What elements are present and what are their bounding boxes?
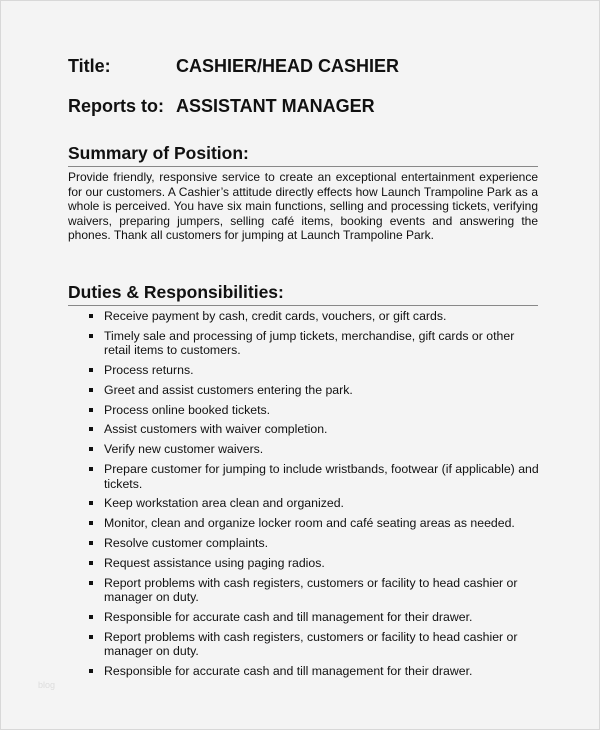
list-item	[68, 576, 540, 605]
duty-text: Resolve customer complaints.	[104, 535, 269, 550]
bullet-icon	[89, 635, 93, 639]
list-item	[68, 329, 540, 358]
list-item	[68, 664, 540, 679]
duty-text: Timely sale and processing of jump tickets, merchandise, gift cards or other retail items to customers.	[104, 328, 515, 358]
duties-heading: Duties & Responsibilities:	[68, 282, 538, 306]
list-item	[68, 630, 540, 659]
watermark: blog	[38, 680, 56, 690]
list-item	[68, 309, 540, 324]
duty-text: Keep workstation area clean and organized.	[104, 496, 344, 511]
bullet-icon	[89, 368, 93, 372]
duty-text: Assist customers with waiver completion.	[104, 422, 328, 437]
reports-row	[68, 96, 375, 117]
title-label: Title:	[68, 56, 111, 76]
duty-text: Request assistance using paging radios.	[104, 555, 325, 570]
title-row	[68, 56, 400, 77]
reports-label: Reports to:	[68, 96, 164, 116]
bullet-icon	[89, 447, 93, 451]
duty-text: Report problems with cash registers, customers or facility to head cashier or manager on duty.	[104, 575, 518, 605]
duty-text: Greet and assist customers entering the park.	[104, 382, 353, 397]
duty-text: Prepare customer for jumping to include wristbands, footwear (if applicable) and tickets.	[104, 462, 539, 491]
list-item	[68, 516, 540, 531]
bullet-icon	[89, 467, 93, 471]
bullet-icon	[89, 388, 93, 392]
duty-text: Verify new customer waivers.	[104, 442, 264, 457]
bullet-icon	[89, 408, 93, 412]
list-item	[68, 462, 540, 491]
duty-text: Process online booked tickets.	[104, 402, 271, 417]
duty-text: Report problems with cash registers, customers or facility to head cashier or manager on duty.	[104, 629, 518, 659]
title-value: CASHIER/HEAD CASHIER	[176, 56, 400, 76]
list-item	[68, 383, 540, 398]
list-item	[68, 442, 540, 457]
bullet-icon	[89, 314, 93, 318]
duty-text: Responsible for accurate cash and till management for their drawer.	[104, 663, 473, 678]
bullet-icon	[89, 427, 93, 431]
duty-text: Receive payment by cash, credit cards, vouchers, or gift cards.	[104, 309, 447, 323]
list-item	[68, 403, 540, 418]
summary-text: Provide friendly, responsive service to create an exceptional entertainment experience for our customers. A Cashier’s attitude directly effects how Launch Trampoline Park as a whole is perceived. You have six main functions, selling and processing tickets, verifying waivers, preparing jumpers, selling café items, booking events and answering the phones. Thank all customers for jumping at Launch Trampoline Park.	[68, 170, 538, 242]
bullet-icon	[89, 521, 93, 525]
duties-list	[68, 309, 540, 684]
duty-text: Responsible for accurate cash and till management for their drawer.	[104, 609, 473, 624]
bullet-icon	[89, 615, 93, 619]
reports-value: ASSISTANT MANAGER	[176, 96, 375, 116]
list-item	[68, 556, 540, 571]
bullet-icon	[89, 669, 93, 673]
duty-text: Monitor, clean and organize locker room and café seating areas as needed.	[104, 516, 515, 531]
duty-text: Process returns.	[104, 363, 194, 378]
bullet-icon	[89, 561, 93, 565]
bullet-icon	[89, 541, 93, 545]
list-item	[68, 536, 540, 551]
bullet-icon	[89, 581, 93, 585]
list-item	[68, 422, 540, 437]
list-item	[68, 363, 540, 378]
bullet-icon	[89, 334, 93, 338]
list-item	[68, 496, 540, 511]
bullet-icon	[89, 501, 93, 505]
summary-heading: Summary of Position:	[68, 143, 538, 167]
list-item	[68, 610, 540, 625]
